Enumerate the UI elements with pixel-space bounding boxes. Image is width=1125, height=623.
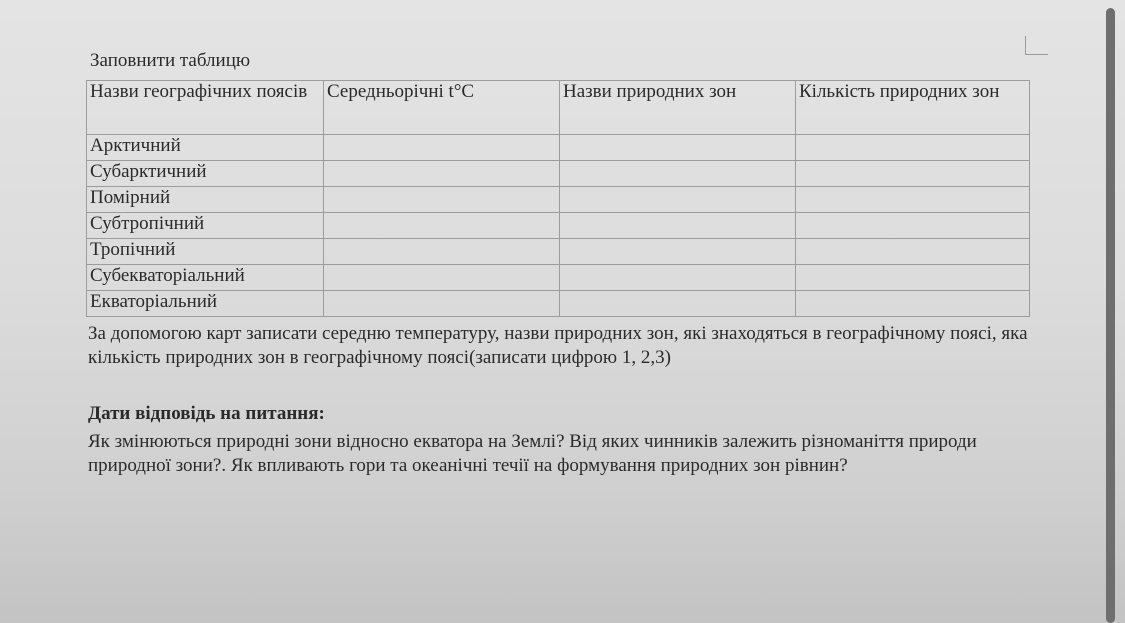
zone-count-cell[interactable] bbox=[796, 187, 1030, 213]
zone-count-cell[interactable] bbox=[796, 161, 1030, 187]
zone-names-cell[interactable] bbox=[560, 161, 796, 187]
table-header-row bbox=[87, 81, 1030, 135]
temperature-cell[interactable] bbox=[324, 187, 560, 213]
table-row bbox=[87, 291, 1030, 317]
belt-name: Субарктичний bbox=[87, 161, 324, 187]
temperature-cell[interactable] bbox=[324, 265, 560, 291]
belt-name: Помірний bbox=[87, 187, 324, 213]
instruction-text: За допомогою карт записати середню температуру, назви природних зон, які знаходяться в географічному поясі, яка кількість природних зон в географічному поясі(записати цифрою 1, 2,3) bbox=[88, 323, 1028, 368]
task-title: Заповнити таблицю bbox=[90, 50, 251, 71]
temperature-cell[interactable] bbox=[324, 161, 560, 187]
zone-names-cell[interactable] bbox=[560, 291, 796, 317]
zones-table bbox=[86, 80, 1030, 317]
zone-names-cell[interactable] bbox=[560, 213, 796, 239]
belt-name: Субекваторіальний bbox=[87, 265, 324, 291]
questions-text: Як змінюються природні зони відносно екватора на Землі? Від яких чинників залежить різноманіття природи природної зони?. Як впливають гори та океанічні течії на формування природних зон рівнин? bbox=[88, 431, 977, 476]
zone-count-cell[interactable] bbox=[796, 291, 1030, 317]
questions-heading: Дати відповідь на питання: bbox=[88, 403, 325, 424]
temperature-cell[interactable] bbox=[324, 135, 560, 161]
header-temperature: Середньорічні t°C bbox=[324, 81, 560, 135]
belt-name: Арктичний bbox=[87, 135, 324, 161]
zone-names-cell[interactable] bbox=[560, 239, 796, 265]
zone-count-cell[interactable] bbox=[796, 213, 1030, 239]
belt-name: Екваторіальний bbox=[87, 291, 324, 317]
zone-count-cell[interactable] bbox=[796, 239, 1030, 265]
belt-name: Тропічний bbox=[87, 239, 324, 265]
temperature-cell[interactable] bbox=[324, 239, 560, 265]
zone-names-cell[interactable] bbox=[560, 265, 796, 291]
header-zone-count: Кількість природних зон bbox=[796, 81, 1030, 135]
table-row bbox=[87, 265, 1030, 291]
belt-name: Субтропічний bbox=[87, 213, 324, 239]
zone-names-cell[interactable] bbox=[560, 135, 796, 161]
zone-count-cell[interactable] bbox=[796, 135, 1030, 161]
table-row bbox=[87, 161, 1030, 187]
table-row bbox=[87, 213, 1030, 239]
temperature-cell[interactable] bbox=[324, 291, 560, 317]
vertical-scrollbar[interactable] bbox=[1106, 8, 1115, 623]
table-row bbox=[87, 187, 1030, 213]
page-corner-mark bbox=[1025, 36, 1048, 55]
table-row bbox=[87, 135, 1030, 161]
zone-count-cell[interactable] bbox=[796, 265, 1030, 291]
temperature-cell[interactable] bbox=[324, 213, 560, 239]
table-row bbox=[87, 239, 1030, 265]
zone-names-cell[interactable] bbox=[560, 187, 796, 213]
header-zone-names: Назви природних зон bbox=[560, 81, 796, 135]
header-belts: Назви географічних поясів bbox=[87, 81, 324, 135]
